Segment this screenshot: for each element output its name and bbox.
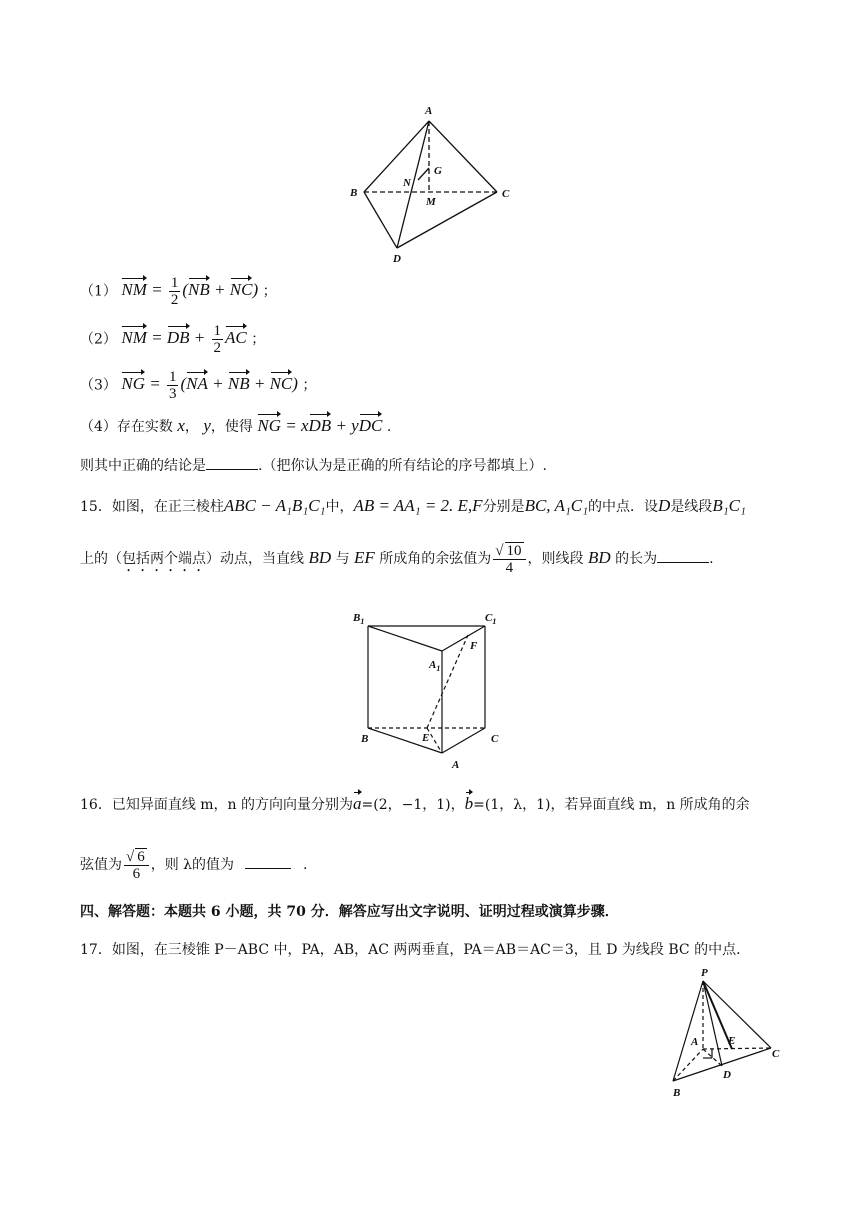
- vertex-a-label: A: [452, 759, 460, 771]
- q17-text: 17．如图，在三棱锥 P－ABC 中，PA，AB，AC 两两垂直，PA＝AB＝AC＝3，且 D 为线段 BC 的中点．: [80, 942, 751, 958]
- q15-line1: 15．如图，在正三棱柱ABC − A₁B₁C₁中，AB = AA₁ = 2. E,F分别是BC, A₁C₁的中点．设D是线段B₁C₁: [80, 496, 746, 515]
- answer-blank: [206, 469, 258, 470]
- vertex-a1-label: $A_1$: [429, 659, 441, 673]
- point-d-label: D: [723, 1069, 731, 1081]
- tetrahedron-figure: [340, 100, 520, 270]
- vertex-b-label: B: [361, 733, 369, 745]
- point-m-label: M: [426, 196, 436, 208]
- vertex-d-label: D: [393, 253, 401, 265]
- statement-4: （4）存在实数 x， y，使得 NG = xDB + yDC .: [80, 416, 392, 435]
- q14-conclusion: 则其中正确的结论是 .（把你认为是正确的所有结论的序号都填上）.: [80, 458, 547, 474]
- q16-line1: 16．已知异面直线 m，n 的方向向量分别为a=(2，−1，1)，b=(1，λ，1)，若异面直线 m，n 所成角的余: [80, 794, 750, 813]
- vertex-p-label: P: [701, 967, 708, 979]
- vertex-c1-label: $C_1$: [485, 612, 497, 626]
- point-e-label: E: [728, 1035, 736, 1047]
- section-4-heading: 四、解答题：本题共 6 小题，共 70 分．解答应写出文字说明、证明过程或演算步骤．: [80, 904, 619, 920]
- answer-blank: [657, 562, 709, 563]
- vertex-a-label: A: [691, 1036, 699, 1048]
- statement-1: （1） NM = $\frac{1}{2}$ (NB + NC) ；: [80, 275, 277, 308]
- statement-2: （2） NM = DB + $\frac{1}{2}$ AC ；: [80, 323, 266, 356]
- vertex-c-label: C: [772, 1048, 780, 1060]
- pyramid-figure: [660, 965, 790, 1100]
- vertex-b1-label: $B_1$: [353, 612, 365, 626]
- answer-blank: [245, 868, 291, 869]
- q15-line2: 上的（包括两个端点）动点，当直线 BD 与 EF 所成角的余弦值为 $\frac{√ 10}{4}$ ，则线段 BD 的长为 .: [80, 543, 714, 576]
- vertex-b-label: B: [673, 1087, 681, 1099]
- vertex-c-label: C: [491, 733, 499, 745]
- vertex-a-label: A: [425, 105, 433, 117]
- point-g-label: G: [434, 165, 442, 177]
- vertex-b-label: B: [350, 187, 358, 199]
- point-e-label: E: [422, 732, 430, 744]
- statement-3: （3） NG = $\frac{1}{3}$ (NA + NB + NC) ；: [80, 369, 317, 402]
- point-f-label: F: [470, 640, 478, 652]
- prism-figure: [345, 605, 515, 775]
- vertex-c-label: C: [502, 188, 510, 200]
- q16-line2: 弦值为 $\frac{√ 6}{6}$ ，则 λ的值为 .: [80, 849, 308, 882]
- point-n-label: N: [403, 177, 411, 189]
